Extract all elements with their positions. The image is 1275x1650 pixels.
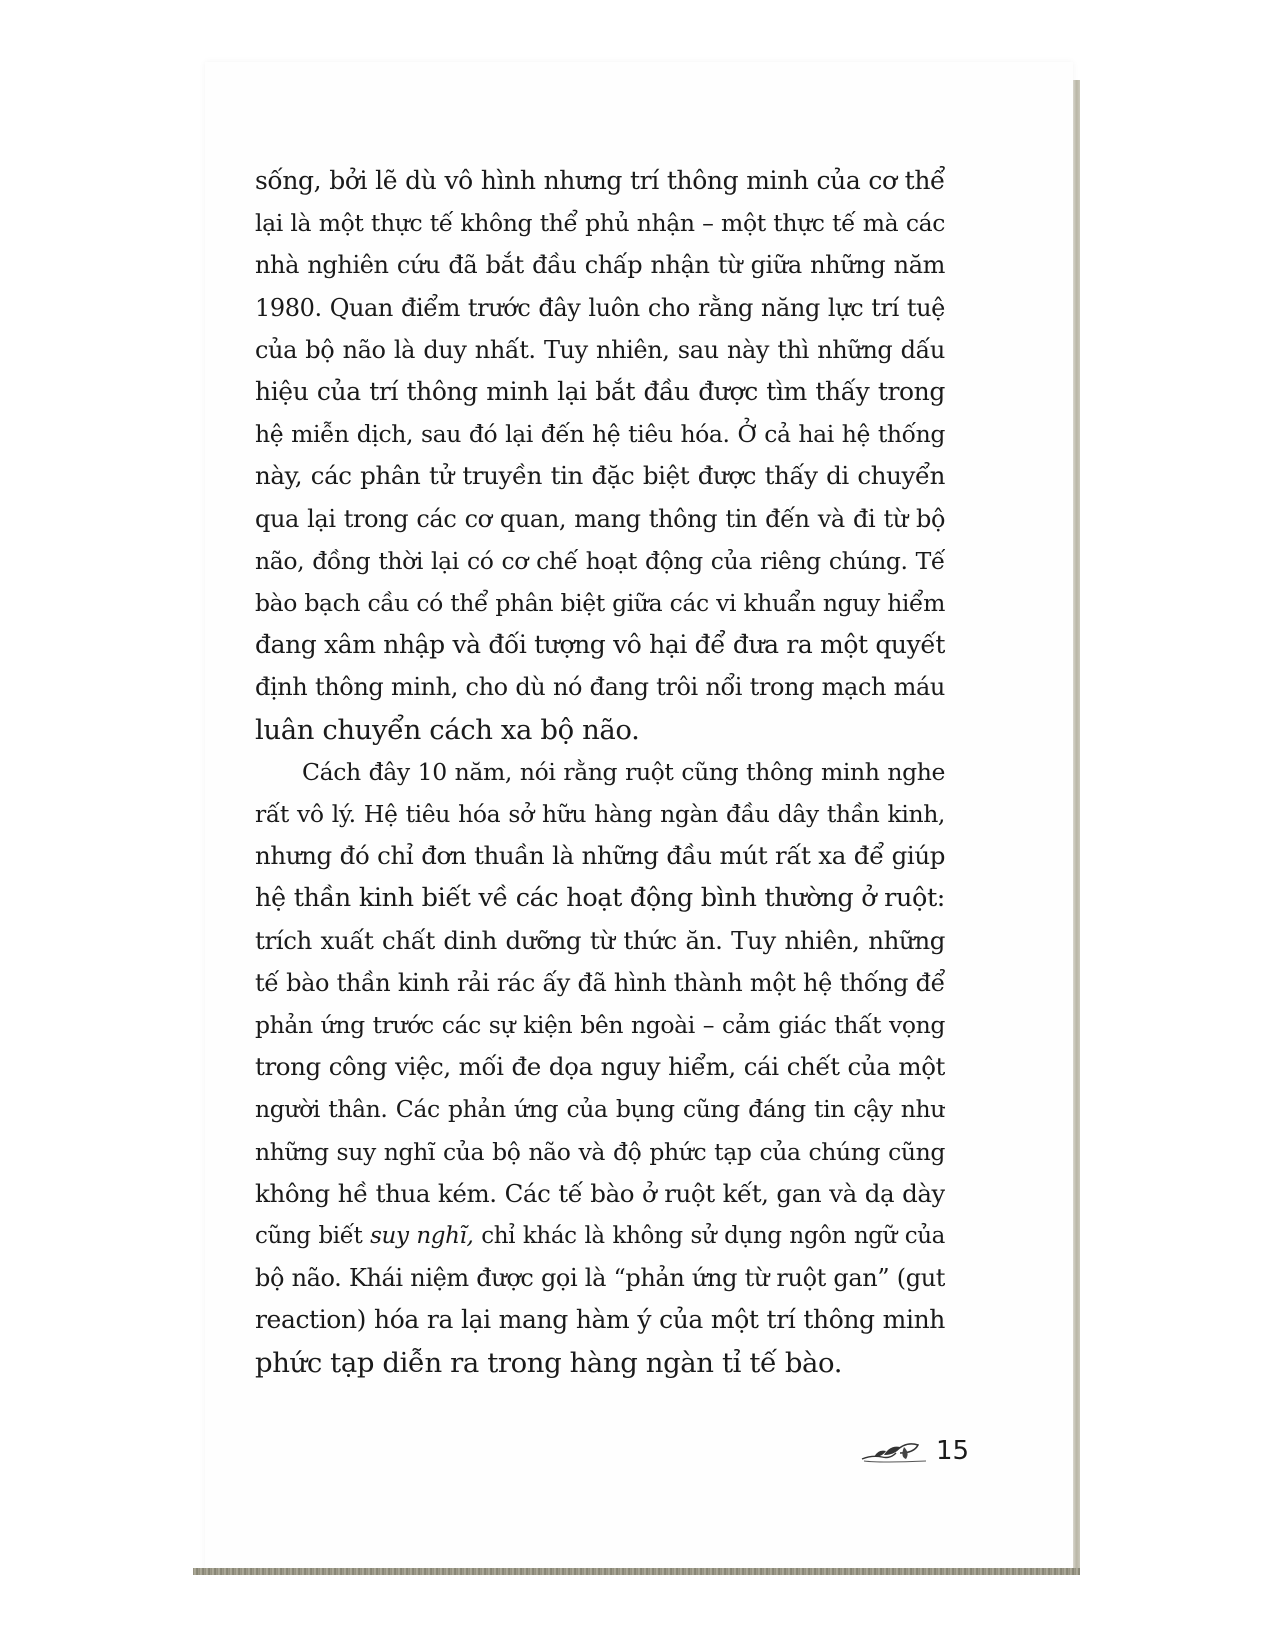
text-line: nhưng đó chỉ đơn thuần là những đầu mút rất xa để giúp (255, 841, 945, 871)
text-line: Cách đây 10 năm, nói rằng ruột cũng thông minh nghe (302, 757, 945, 786)
text-line: trong công việc, mối đe dọa nguy hiểm, cái chết của một (255, 1052, 945, 1082)
text-line: phức tạp diễn ra trong hàng ngàn tỉ tế bào. (255, 1346, 843, 1379)
text-line: nhà nghiên cứu đã bắt đầu chấp nhận từ giữa những năm (255, 251, 945, 280)
text-line: qua lại trong các cơ quan, mang thông tin đến và đi từ bộ (255, 504, 945, 533)
text-line: hệ miễn dịch, sau đó lại đến hệ tiêu hóa. Ở cả hai hệ thống (255, 420, 945, 449)
text-line: hiệu của trí thông minh lại bắt đầu được tìm thấy trong (255, 377, 945, 407)
text-line: không hề thua kém. Các tế bào ở ruột kết, gan và dạ dày (255, 1178, 945, 1208)
italic-run: suy nghĩ, (370, 1223, 474, 1250)
text-line-italic (255, 1215, 945, 1257)
text-run: chỉ khác là không sử dụng ngôn ngữ của (473, 1223, 945, 1250)
text-line: người thân. Các phản ứng của bụng cũng đáng tin cậy như (255, 1095, 945, 1124)
text-line: bào bạch cầu có thể phân biệt giữa các vi khuẩn nguy hiểm (255, 589, 945, 618)
text-line: bộ não. Khái niệm được gọi là “phản ứng từ ruột gan” (gut (255, 1264, 945, 1293)
text-line: tế bào thần kinh rải rác ấy đã hình thành một hệ thống để (255, 968, 945, 997)
body-text (255, 160, 945, 1384)
text-line: hệ thần kinh biết về các hoạt động bình thường ở ruột: (255, 883, 945, 914)
text-line: reaction) hóa ra lại mang hàm ý của một trí thông minh (255, 1305, 945, 1335)
text-line: này, các phân tử truyền tin đặc biệt được thấy di chuyển (255, 461, 945, 491)
text-line: sống, bởi lẽ dù vô hình nhưng trí thông minh của cơ thể (255, 166, 945, 195)
text-line: não, đồng thời lại có cơ chế hoạt động của riêng chúng. Tế (255, 546, 945, 575)
text-line: định thông minh, cho dù nó đang trôi nổi trong mạch máu (255, 673, 945, 702)
text-run: cũng biết (255, 1223, 371, 1250)
text-line: rất vô lý. Hệ tiêu hóa sở hữu hàng ngàn đầu dây thần kinh, (255, 800, 945, 829)
text-line: đang xâm nhập và đối tượng vô hại để đưa ra một quyết (255, 630, 945, 660)
text-line: trích xuất chất dinh dưỡng từ thức ăn. Tuy nhiên, những (255, 925, 945, 955)
text-line: phản ứng trước các sự kiện bên ngoài – cảm giác thất vọng (255, 1011, 945, 1040)
text-line: 1980. Quan điểm trước đây luôn cho rằng năng lực trí tuệ (255, 293, 945, 322)
page-footer (860, 1435, 969, 1465)
leaf-ornament-icon (860, 1435, 930, 1465)
page-edge-right (1073, 80, 1080, 1570)
text-line: của bộ não là duy nhất. Tuy nhiên, sau này thì những dấu (255, 335, 945, 364)
page-number: 15 (936, 1436, 970, 1466)
text-line: lại là một thực tế không thể phủ nhận – một thực tế mà các (255, 209, 945, 238)
text-line: những suy nghĩ của bộ não và độ phức tạp của chúng cũng (255, 1137, 945, 1166)
page-edge-bottom (193, 1568, 1080, 1575)
text-line: luân chuyển cách xa bộ não. (255, 713, 640, 746)
